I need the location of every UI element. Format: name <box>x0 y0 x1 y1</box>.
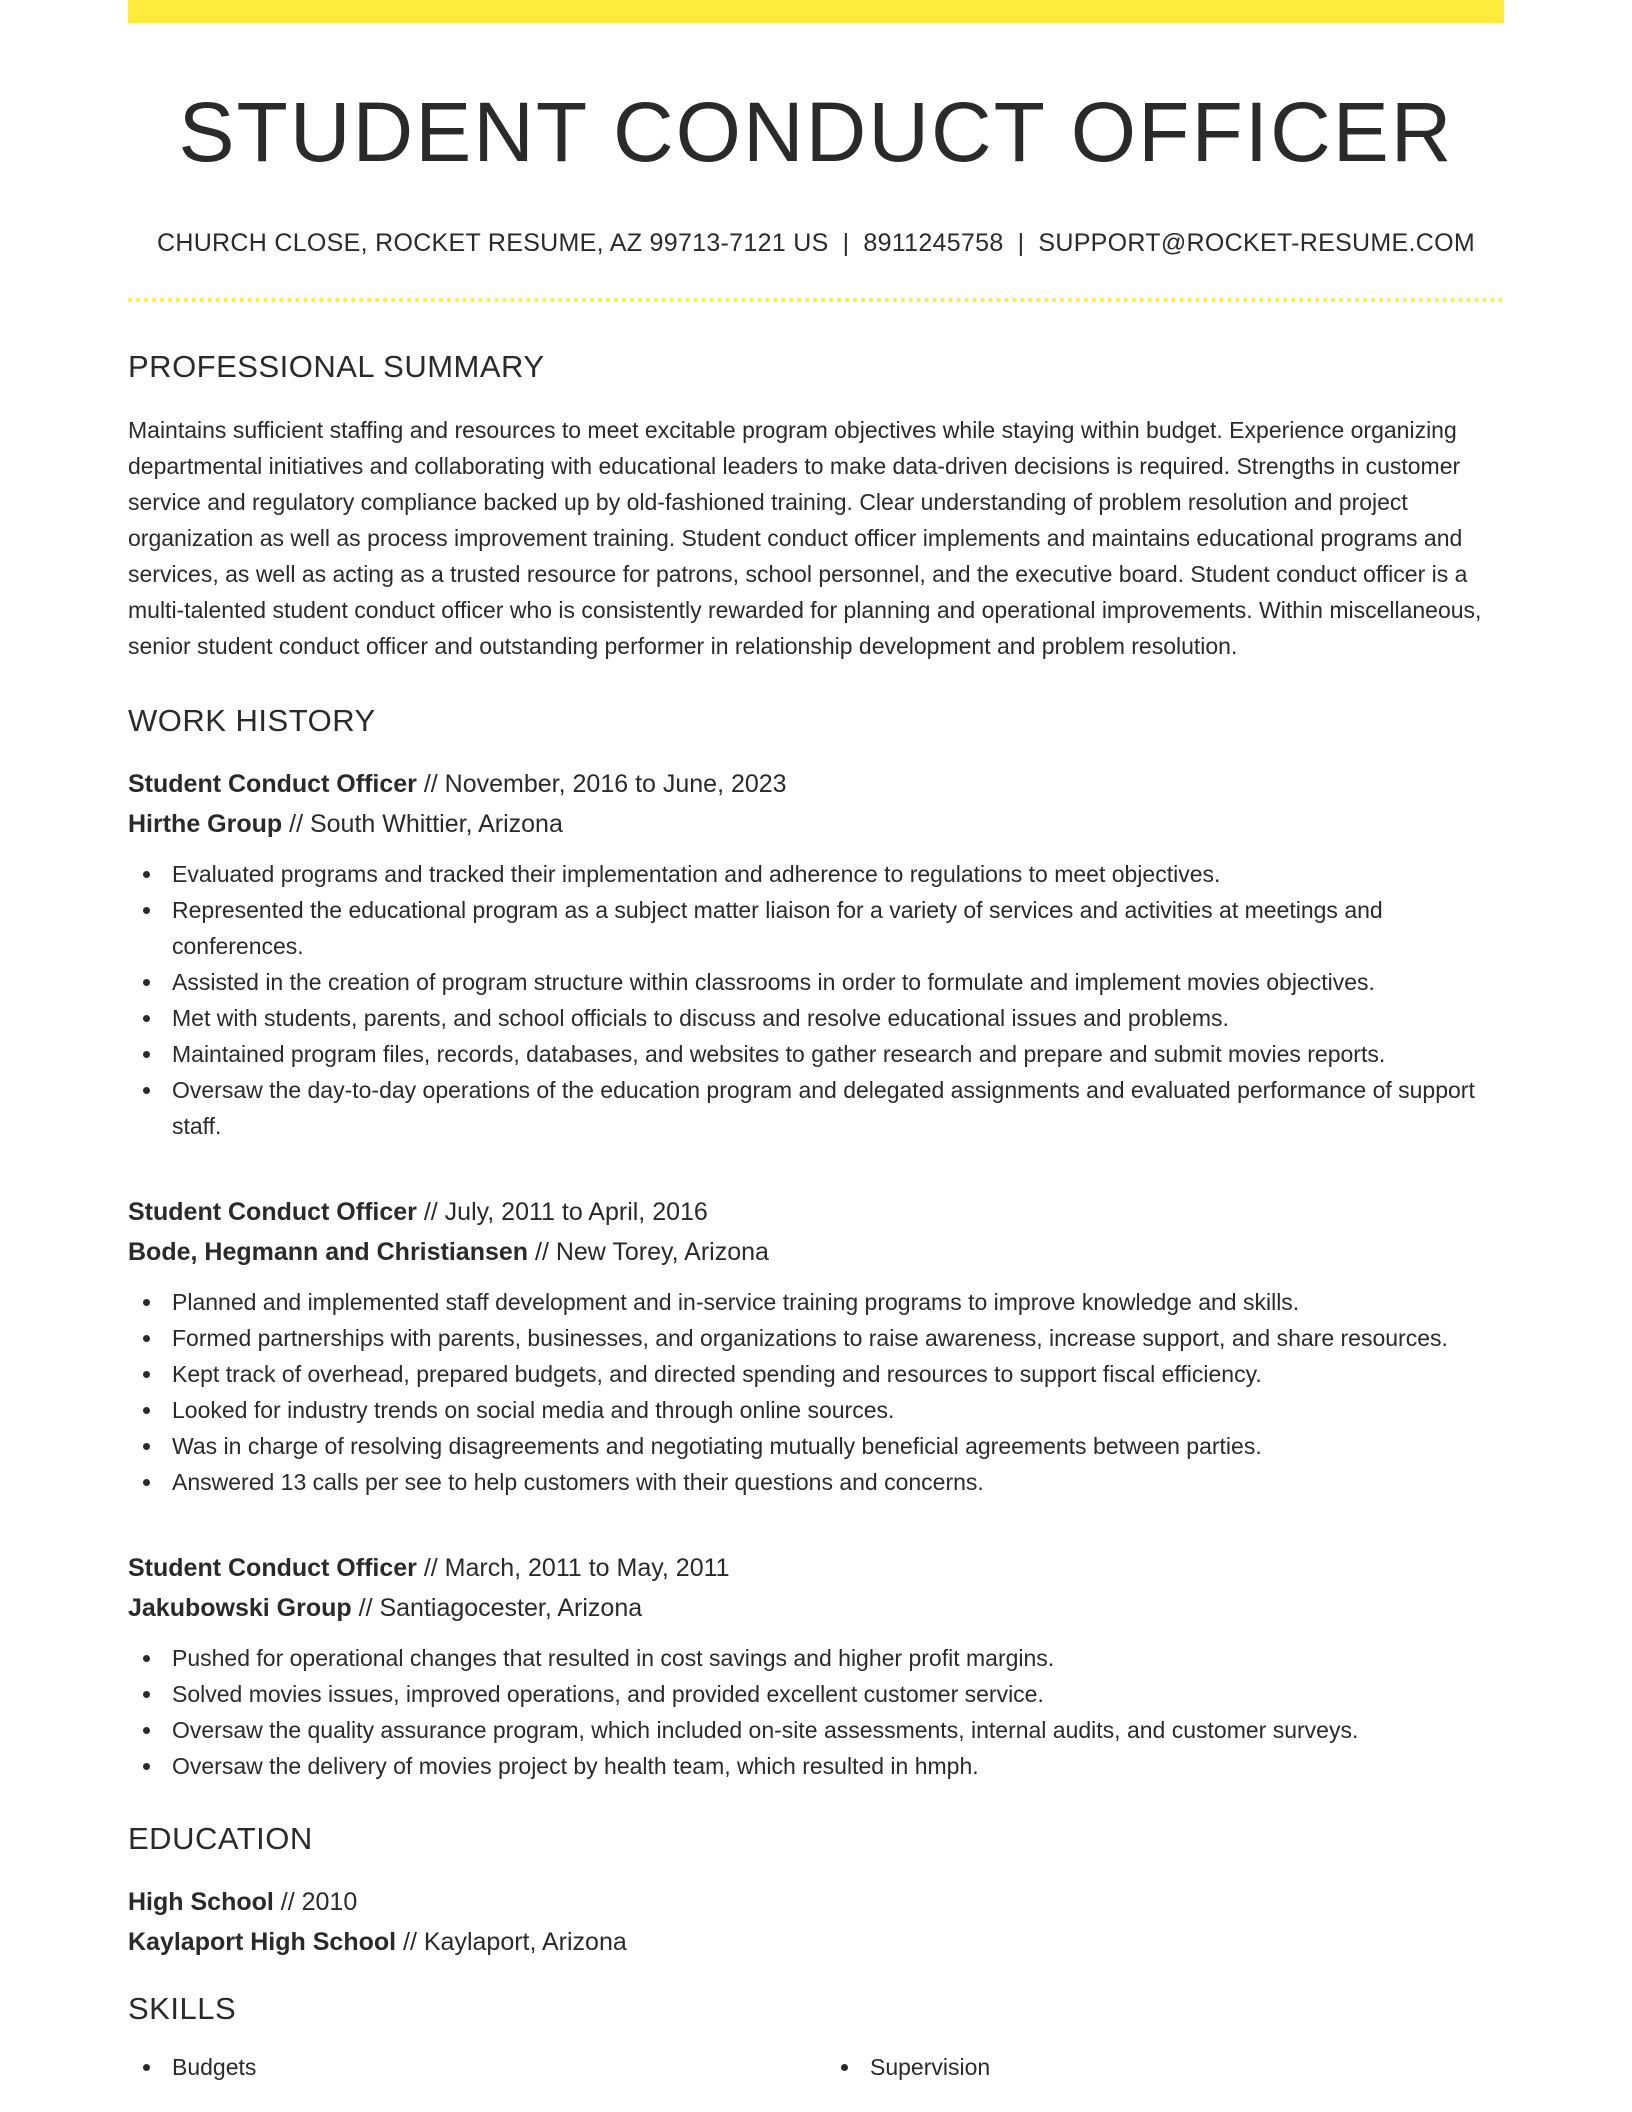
job-company: Hirthe Group <box>128 809 283 838</box>
education-school-line <box>128 1922 1504 1962</box>
job-company: Bode, Hegmann and Christiansen <box>128 1237 529 1266</box>
summary-text: Maintains sufficient staffing and resources to meet excitable program objectives while staying within budget. Experience organizing departmental initiatives and collaborating with educational leaders to make data-driven decisions is required. Strengths in customer service and regulatory compliance backed up by old-fashioned training. Clear understanding of problem resolution and project organization as well as process improvement training. Student conduct officer implements and maintains educational programs and services, as well as acting as a trusted resource for patrons, school personnel, and the executive board. Student conduct officer is a multi-talented student conduct officer who is consistently rewarded for planning and operational improvements. Within miscellaneous, senior student conduct officer and outstanding performer in relationship development and problem resolution. <box>128 416 1482 659</box>
education-school: Kaylaport High School <box>128 1927 397 1956</box>
job-location: // New Torey, Arizona <box>528 1237 769 1266</box>
resume-name-title: STUDENT CONDUCT OFFICER <box>178 85 1454 179</box>
job-company-line <box>128 1588 1504 1628</box>
job-bullet: Evaluated programs and tracked their implementation and adherence to regulations to meet objectives. <box>128 856 1504 892</box>
job-dates: // March, 2011 to May, 2011 <box>416 1553 730 1582</box>
job-entry <box>128 1548 1504 1784</box>
contact-address: CHURCH CLOSE, ROCKET RESUME, AZ 99713-7121 US <box>156 229 829 258</box>
job-entry <box>128 1192 1504 1500</box>
job-company: Jakubowski Group <box>128 1593 352 1622</box>
job-title: Student Conduct Officer <box>128 769 417 798</box>
job-bullet-list <box>128 1640 1504 1784</box>
contact-email: SUPPORT@ROCKET-RESUME.COM <box>1038 229 1475 258</box>
education-degree: High School <box>128 1887 274 1916</box>
skills-heading: SKILLS <box>128 1990 237 2026</box>
job-bullet: Pushed for operational changes that resulted in cost savings and higher profit margins. <box>128 1640 1504 1676</box>
job-company-line <box>128 804 1504 844</box>
job-bullet: Maintained program files, records, databases, and websites to gather research and prepare and submit movies reports. <box>128 1036 1504 1072</box>
job-bullet-list <box>128 856 1504 1144</box>
education-heading: EDUCATION <box>128 1820 313 1856</box>
job-bullet: Oversaw the quality assurance program, which included on-site assessments, internal audits, and customer surveys. <box>128 1712 1504 1748</box>
education-degree-line <box>128 1882 1504 1922</box>
contact-phone: 8911245758 <box>863 229 1004 258</box>
contact-line <box>128 228 1504 258</box>
job-title-line <box>128 1192 1504 1232</box>
skill-item: Supervision <box>826 2049 1504 2085</box>
job-dates: // November, 2016 to June, 2023 <box>416 769 787 798</box>
job-bullet: Oversaw the delivery of movies project by health team, which resulted in hmph. <box>128 1748 1504 1784</box>
education-year: // 2010 <box>273 1887 358 1916</box>
job-bullet-list <box>128 1284 1504 1500</box>
job-bullet: Formed partnerships with parents, businesses, and organizations to raise awareness, increase support, and share resources. <box>128 1320 1504 1356</box>
contact-separator: | <box>1017 229 1025 258</box>
job-bullet: Kept track of overhead, prepared budgets, and directed spending and resources to support fiscal efficiency. <box>128 1356 1504 1392</box>
accent-top-bar <box>128 0 1504 23</box>
job-title: Student Conduct Officer <box>128 1553 417 1582</box>
job-bullet: Met with students, parents, and school officials to discuss and resolve educational issues and problems. <box>128 1000 1504 1036</box>
job-bullet: Represented the educational program as a subject matter liaison for a variety of services and activities at meetings and conferences. <box>128 892 1504 964</box>
job-dates: // July, 2011 to April, 2016 <box>416 1197 708 1226</box>
job-location: // Santiagocester, Arizona <box>351 1593 643 1622</box>
job-title-line <box>128 1548 1504 1588</box>
contact-separator: | <box>842 229 850 258</box>
education-entry <box>128 1882 1504 1962</box>
work-history-heading: WORK HISTORY <box>128 702 376 738</box>
skill-item: Budgets <box>128 2049 806 2085</box>
job-title: Student Conduct Officer <box>128 1197 417 1226</box>
job-bullet: Was in charge of resolving disagreements and negotiating mutually beneficial agreements between parties. <box>128 1428 1504 1464</box>
job-bullet: Oversaw the day-to-day operations of the education program and delegated assignments and evaluated performance of support staff. <box>128 1072 1504 1144</box>
skills-list <box>128 2049 1504 2085</box>
job-bullet: Planned and implemented staff development and in-service training programs to improve knowledge and skills. <box>128 1284 1504 1320</box>
job-company-line <box>128 1232 1504 1272</box>
job-title-line <box>128 764 1504 804</box>
summary-heading: PROFESSIONAL SUMMARY <box>128 349 545 385</box>
dotted-divider <box>128 298 1504 302</box>
job-bullet: Answered 13 calls per see to help customers with their questions and concerns. <box>128 1464 1504 1500</box>
job-bullet: Assisted in the creation of program structure within classrooms in order to formulate and implement movies objectives. <box>128 964 1504 1000</box>
education-location: // Kaylaport, Arizona <box>396 1927 627 1956</box>
job-entry <box>128 764 1504 1144</box>
job-bullet: Solved movies issues, improved operations, and provided excellent customer service. <box>128 1676 1504 1712</box>
job-location: // South Whittier, Arizona <box>282 809 563 838</box>
resume-page <box>128 0 1504 2085</box>
job-bullet: Looked for industry trends on social media and through online sources. <box>128 1392 1504 1428</box>
